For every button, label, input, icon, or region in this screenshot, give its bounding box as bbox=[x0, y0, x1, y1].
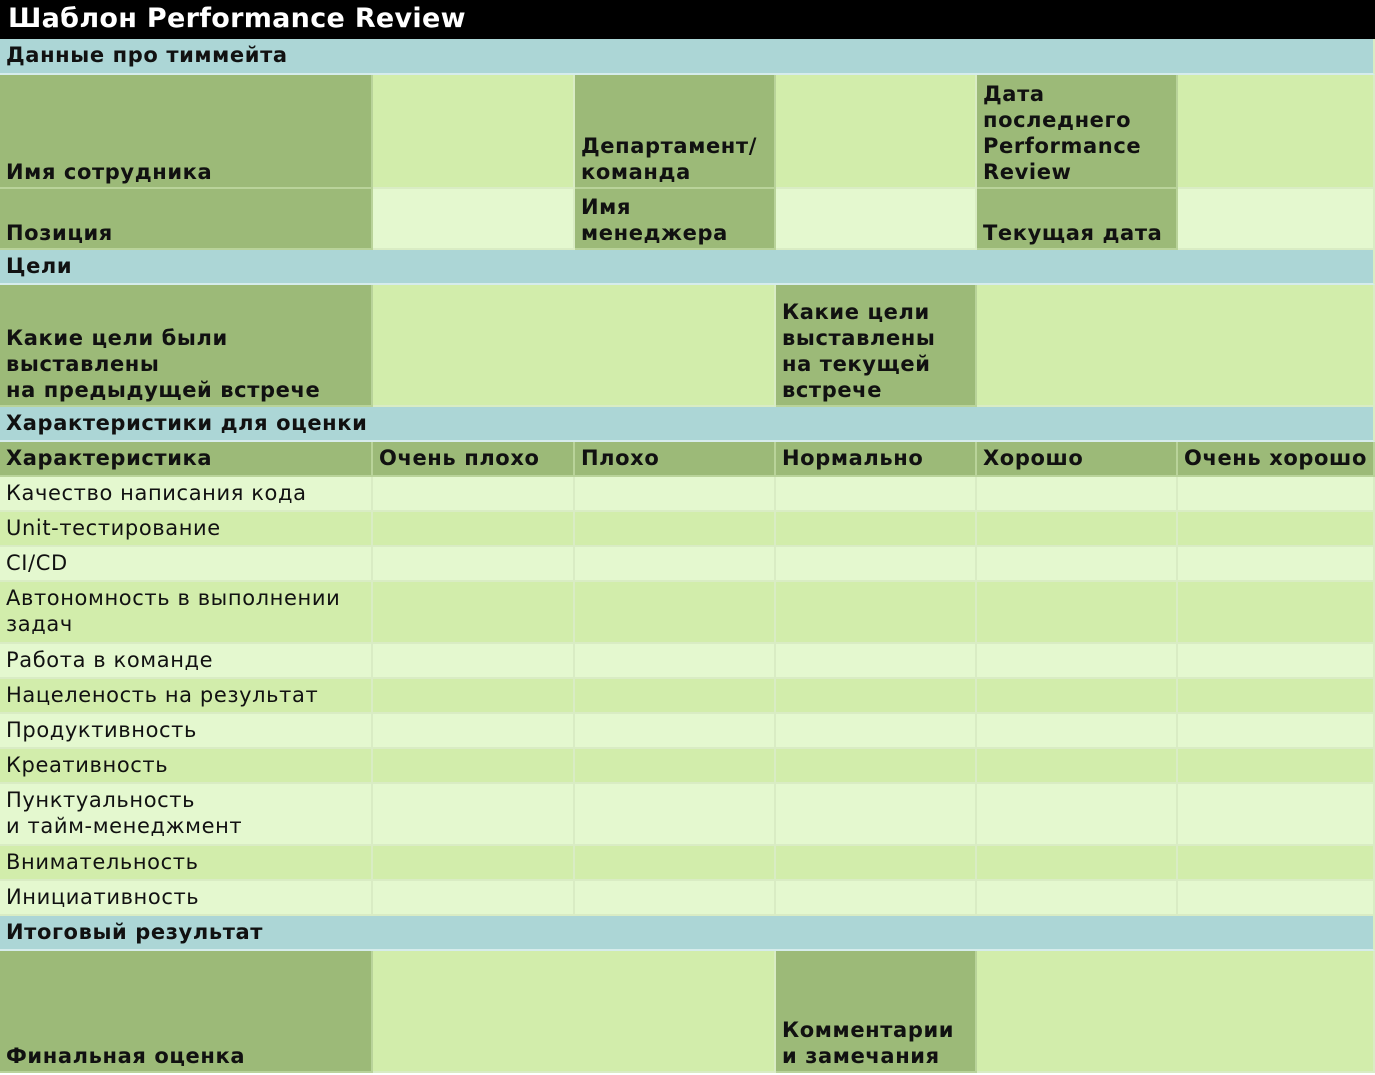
rating-cell-very-bad[interactable] bbox=[373, 749, 575, 784]
rating-cell-bad[interactable] bbox=[575, 881, 776, 916]
rating-cell-good[interactable] bbox=[977, 784, 1178, 846]
previous-goals-label: Какие цели были выставлены на предыдущей встрече bbox=[0, 285, 373, 407]
rating-row-label: CI/CD bbox=[0, 547, 373, 582]
header-bad: Плохо bbox=[575, 442, 776, 477]
department-input[interactable] bbox=[776, 75, 977, 189]
rating-row-label: Unit-тестирование bbox=[0, 512, 373, 547]
rating-row-label: Автономность в выполнении задач bbox=[0, 582, 373, 644]
rating-cell-normal[interactable] bbox=[776, 784, 977, 846]
rating-cell-normal[interactable] bbox=[776, 881, 977, 916]
rating-row-label: Инициативность bbox=[0, 881, 373, 916]
rating-row-label: Качество написания кода bbox=[0, 477, 373, 512]
rating-cell-good[interactable] bbox=[977, 881, 1178, 916]
rating-cell-normal[interactable] bbox=[776, 547, 977, 582]
rating-cell-very-bad[interactable] bbox=[373, 477, 575, 512]
current-goals-label: Какие цели выставлены на текущей встрече bbox=[776, 285, 977, 407]
rating-cell-good[interactable] bbox=[977, 477, 1178, 512]
rating-cell-good[interactable] bbox=[977, 547, 1178, 582]
manager-name-label: Имя менеджера bbox=[575, 189, 776, 250]
rating-cell-bad[interactable] bbox=[575, 582, 776, 644]
rating-row-label: Внимательность bbox=[0, 846, 373, 881]
rating-cell-good[interactable] bbox=[977, 749, 1178, 784]
rating-cell-bad[interactable] bbox=[575, 749, 776, 784]
rating-cell-normal[interactable] bbox=[776, 512, 977, 547]
rating-cell-very-bad[interactable] bbox=[373, 644, 575, 679]
header-good: Хорошо bbox=[977, 442, 1178, 477]
last-review-date-input[interactable] bbox=[1178, 75, 1375, 189]
header-normal: Нормально bbox=[776, 442, 977, 477]
rating-cell-normal[interactable] bbox=[776, 846, 977, 881]
rating-cell-very-good[interactable] bbox=[1178, 784, 1375, 846]
header-very-bad: Очень плохо bbox=[373, 442, 575, 477]
rating-cell-normal[interactable] bbox=[776, 714, 977, 749]
rating-cell-very-good[interactable] bbox=[1178, 881, 1375, 916]
section-teammate: Данные про тиммейта bbox=[0, 39, 1375, 75]
rating-cell-bad[interactable] bbox=[575, 547, 776, 582]
final-score-input[interactable] bbox=[373, 951, 776, 1073]
rating-cell-very-bad[interactable] bbox=[373, 582, 575, 644]
section-characteristics: Характеристики для оценки bbox=[0, 407, 1375, 442]
rating-cell-very-good[interactable] bbox=[1178, 714, 1375, 749]
header-characteristic: Характеристика bbox=[0, 442, 373, 477]
current-date-label: Текущая дата bbox=[977, 189, 1178, 250]
rating-cell-good[interactable] bbox=[977, 644, 1178, 679]
rating-cell-bad[interactable] bbox=[575, 477, 776, 512]
rating-cell-bad[interactable] bbox=[575, 512, 776, 547]
rating-cell-normal[interactable] bbox=[776, 582, 977, 644]
manager-name-input[interactable] bbox=[776, 189, 977, 250]
rating-cell-very-good[interactable] bbox=[1178, 582, 1375, 644]
rating-cell-good[interactable] bbox=[977, 714, 1178, 749]
rating-cell-good[interactable] bbox=[977, 679, 1178, 714]
rating-cell-very-bad[interactable] bbox=[373, 881, 575, 916]
rating-row-label: Пунктуальность и тайм-менеджмент bbox=[0, 784, 373, 846]
rating-cell-very-good[interactable] bbox=[1178, 749, 1375, 784]
rating-cell-very-good[interactable] bbox=[1178, 846, 1375, 881]
rating-row-label: Креативность bbox=[0, 749, 373, 784]
employee-name-label: Имя сотрудника bbox=[0, 75, 373, 189]
rating-row-label: Продуктивность bbox=[0, 714, 373, 749]
rating-row-label: Нацеленость на результат bbox=[0, 679, 373, 714]
rating-row-label: Работа в команде bbox=[0, 644, 373, 679]
rating-cell-very-bad[interactable] bbox=[373, 547, 575, 582]
rating-cell-bad[interactable] bbox=[575, 846, 776, 881]
rating-cell-normal[interactable] bbox=[776, 644, 977, 679]
rating-cell-very-good[interactable] bbox=[1178, 477, 1375, 512]
sheet-title: Шаблон Performance Review bbox=[0, 0, 1375, 39]
rating-cell-very-bad[interactable] bbox=[373, 714, 575, 749]
department-label: Департамент/ команда bbox=[575, 75, 776, 189]
comments-input[interactable] bbox=[977, 951, 1375, 1073]
position-input[interactable] bbox=[373, 189, 575, 250]
current-goals-input[interactable] bbox=[977, 285, 1375, 407]
comments-label: Комментарии и замечания bbox=[776, 951, 977, 1073]
rating-cell-normal[interactable] bbox=[776, 679, 977, 714]
employee-name-input[interactable] bbox=[373, 75, 575, 189]
rating-cell-very-bad[interactable] bbox=[373, 784, 575, 846]
rating-cell-bad[interactable] bbox=[575, 714, 776, 749]
rating-cell-bad[interactable] bbox=[575, 784, 776, 846]
last-review-date-label: Дата последнего Performance Review bbox=[977, 75, 1178, 189]
rating-cell-very-good[interactable] bbox=[1178, 679, 1375, 714]
rating-cell-good[interactable] bbox=[977, 846, 1178, 881]
rating-cell-bad[interactable] bbox=[575, 644, 776, 679]
section-goals: Цели bbox=[0, 250, 1375, 285]
rating-cell-very-bad[interactable] bbox=[373, 512, 575, 547]
position-label: Позиция bbox=[0, 189, 373, 250]
current-date-input[interactable] bbox=[1178, 189, 1375, 250]
rating-cell-very-bad[interactable] bbox=[373, 846, 575, 881]
rating-cell-very-good[interactable] bbox=[1178, 512, 1375, 547]
rating-cell-normal[interactable] bbox=[776, 477, 977, 512]
rating-cell-good[interactable] bbox=[977, 512, 1178, 547]
header-very-good: Очень хорошо bbox=[1178, 442, 1375, 477]
rating-cell-very-bad[interactable] bbox=[373, 679, 575, 714]
rating-cell-good[interactable] bbox=[977, 582, 1178, 644]
previous-goals-input[interactable] bbox=[373, 285, 776, 407]
rating-cell-very-good[interactable] bbox=[1178, 547, 1375, 582]
rating-cell-very-good[interactable] bbox=[1178, 644, 1375, 679]
final-score-label: Финальная оценка bbox=[0, 951, 373, 1073]
rating-cell-normal[interactable] bbox=[776, 749, 977, 784]
rating-cell-bad[interactable] bbox=[575, 679, 776, 714]
section-result: Итоговый результат bbox=[0, 916, 1375, 951]
